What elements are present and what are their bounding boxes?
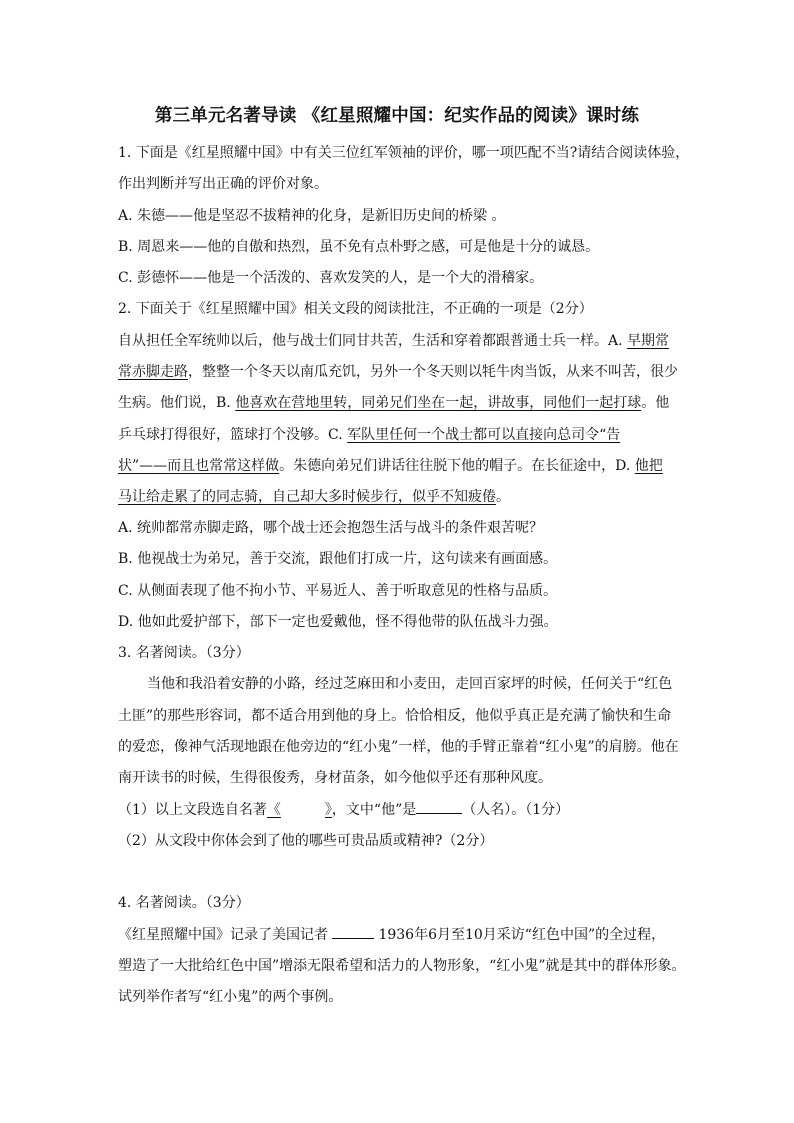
q3-book-close: 》 [324,802,332,818]
q4-text: 1936年6月至10月采访“红色中国”的全过程， [374,927,666,943]
q3-sub1-text: ，文中“他”是 [331,802,417,818]
q2-passage-text: ，整整一个冬天以南瓜充饥，另外一个冬天则以牦牛肉当饭，从来不叫苦，很少 [188,364,678,380]
q2-underlined-c: 军队里任何一个战士都可以直接向总司令“告 [347,427,621,443]
q3-passage-line2: 土匪”的那些形容词，都不适合用到他的身上。恰恰相反，他似乎真正是充满了愉快和生命 [118,708,672,724]
q2-passage-text: 。 [496,489,510,505]
q4-passage-line3: 试列举作者写“红小鬼”的两个事例。 [118,989,343,1005]
q3-passage-line1: 当他和我沿着安静的小路，经过芝麻田和小麦田，走回百家坪的时候，任何关于“红色 [147,676,673,692]
q2-option-b: B. 他视战士为弟兄，善于交流，跟他们打成一片，这句读来有画面感。 [118,551,558,567]
q2-underlined-a-cont: 常赤脚走路 [118,364,188,380]
q2-passage-line6 [118,487,510,507]
q3-book-gap [281,800,325,814]
q1-stem-line2: 作出判断并写出正确的评价对象。 [118,176,328,192]
q4-passage-line2: 塑造了一大批给红色中国”增添无限希望和活力的人物形象，“红小鬼”就是其中的群体形象。 [118,958,686,974]
q4-passage-line1 [118,924,665,945]
q2-passage-line3 [118,393,669,413]
q2-option-d: D. 他如此爱护部下，部下一定也爱戴他，怪不得他带的队伍战斗力强。 [118,614,558,630]
q2-underlined-a: 早期常 [627,333,670,349]
q2-passage-text: 乒乓球打得很好，篮球打个没够。C. [118,427,348,443]
q2-underlined-b: 他喜欢在营地里转，同弟兄们坐在一起，讲故事，同他们一起打球 [235,395,642,411]
page-title: 第三单元名著导读 《红星照耀中国：纪实作品的阅读》课时练 [154,106,640,126]
q2-passage-text: 。朱德向弟兄们讲话往往脱下他的帽子。在长征途中，D. [279,458,635,474]
q2-passage-text: 自从担任全军统帅以后，他与战士们同甘共苦，生活和穿着都跟普通士兵一样。A. [118,333,628,349]
q2-passage-text: 。他 [641,395,670,411]
q3-subquestion-1 [118,799,569,820]
q1-option-b: B. 周恩来——他的自傲和热烈，虽不免有点朴野之感，可是他是十分的诚恳。 [118,239,600,255]
q3-sub1-text: （1）以上文段选自名著 [118,802,267,818]
q3-passage-line3: 的爱恋，像神气活现地跟在他旁边的“红小鬼”一样，他的手臂正靠着“红小鬼”的肩膀。他在 [118,739,679,755]
q3-book-open: 《 [266,802,281,818]
q3-book-title-blank[interactable] [267,802,332,818]
q3-stem: 3. 名著阅读。（3分） [118,645,250,661]
q2-underlined-c-cont: 状”——而且也常常这样做 [118,458,280,474]
q2-passage-text: 生病。他们说，B. [118,395,236,411]
q2-passage-line1 [118,331,669,351]
q1-option-c: C. 彭德怀——他是一个活泼的、喜欢发笑的人，是一个大的滑稽家。 [118,270,544,286]
q2-passage-line4 [118,425,620,445]
q2-option-a: A. 统帅都常赤脚走路，哪个战士还会抱怨生活与战斗的条件艰苦呢？ [118,520,544,536]
q2-stem: 2. 下面关于《红星照耀中国》相关文段的阅读批注，不正确的一项是（2分） [118,301,593,317]
q1-option-a: A. 朱德——他是坚忍不拔精神的化身，是新旧历史间的桥梁 。 [118,208,506,224]
q2-passage-line2 [118,362,678,382]
q4-text: 《红星照耀中国》记录了美国记者 [118,927,328,943]
q2-underlined-d-cont: 马让给走累了的同志骑，自己却大多时候步行，似乎不知疲倦 [118,489,496,505]
q3-sub1-text: （人名）。（1分） [462,802,570,818]
q2-option-c: C. 从侧面表现了他不拘小节、平易近人、善于听取意见的性格与品质。 [118,583,558,599]
q3-person-blank[interactable] [416,799,462,814]
q3-subquestion-2: （2）从文段中你体会到了他的哪些可贵品质或精神?（2分） [118,833,494,849]
q2-underlined-d: 他把 [634,458,663,474]
q1-stem-line1: 1. 下面是《红星照耀中国》中有关三位红军领袖的评价，哪一项匹配不当?请结合阅读体验， [118,145,690,161]
q2-passage-line5 [118,456,663,476]
q3-passage-line4: 南开读书的时候，生得很俊秀，身材苗条，如今他似乎还有那种风度。 [118,770,552,786]
q4-reporter-blank[interactable] [332,924,374,939]
q4-stem: 4. 名著阅读。（3分） [118,895,250,911]
